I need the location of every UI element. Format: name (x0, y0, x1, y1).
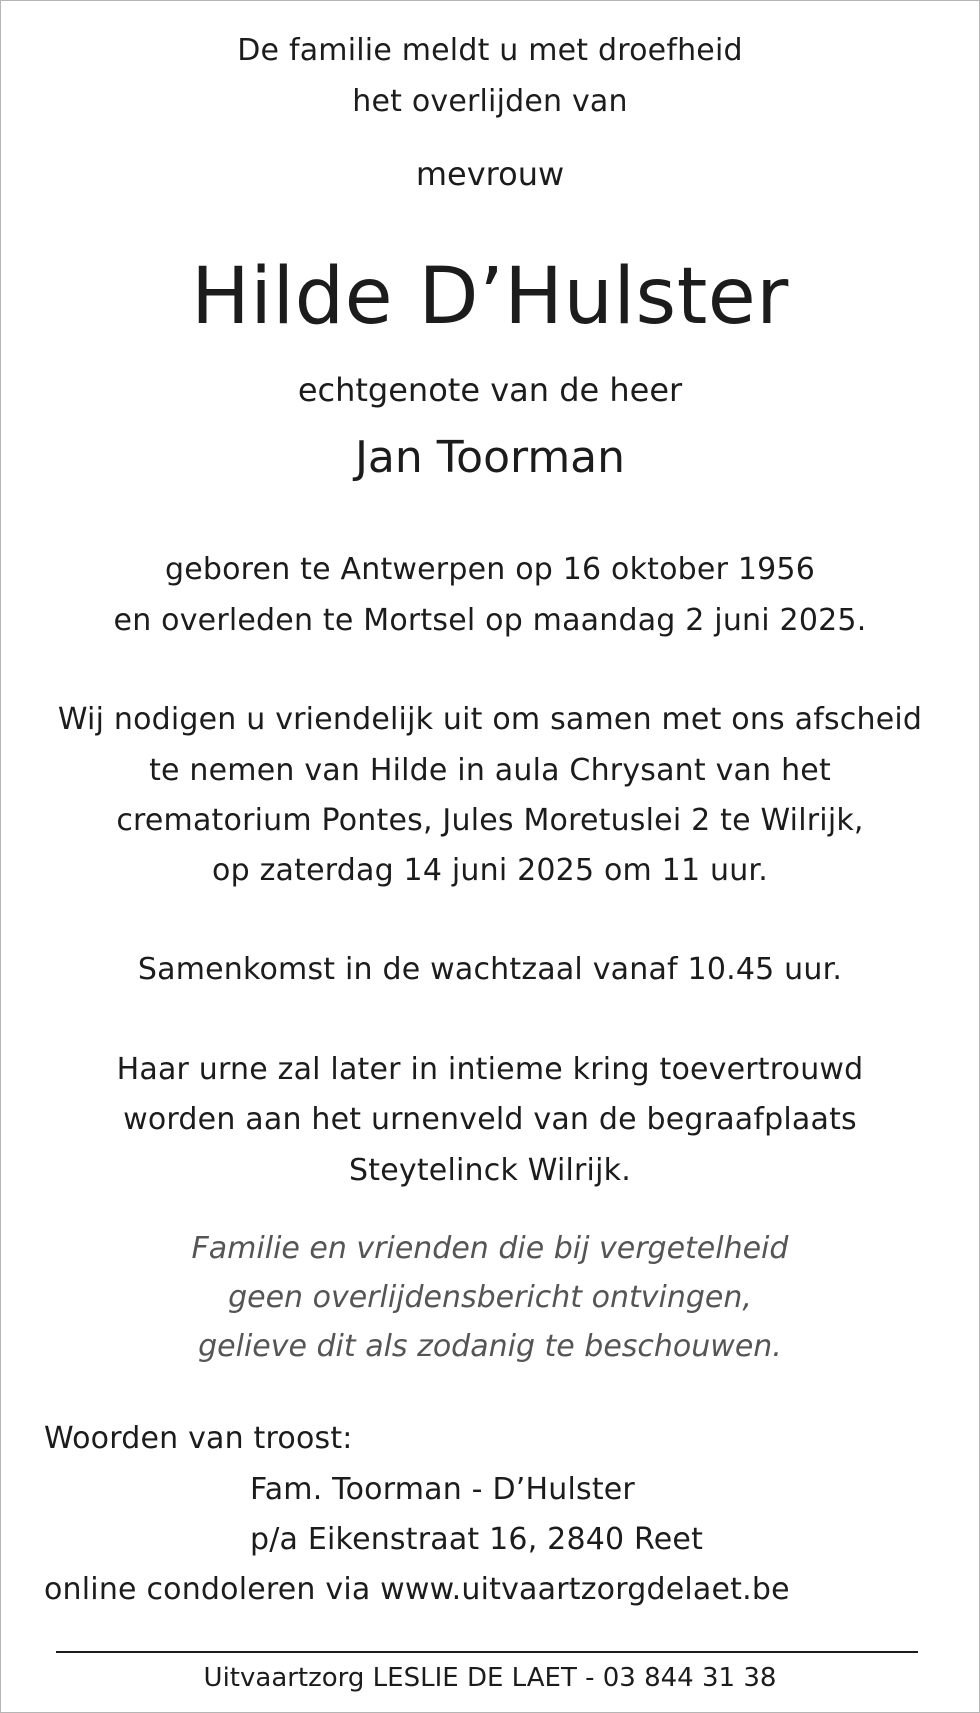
deceased-name: Hilde D’Hulster (191, 252, 789, 342)
died-line: en overleden te Mortsel op maandag 2 juni 2025. (113, 603, 867, 638)
intro-line-1: De familie meldt u met droefheid (237, 33, 743, 68)
urn-line-3: Steytelinck Wilrijk. (349, 1153, 631, 1188)
footer-divider (56, 1651, 918, 1653)
spouse-name: Jan Toorman (354, 432, 626, 483)
condolence-online: online condoleren via www.uitvaartzorgdelaet.be (44, 1572, 790, 1607)
urn-line-1: Haar urne zal later in intieme kring toevertrouwd (116, 1052, 864, 1087)
ceremony-line-4: op zaterdag 14 juni 2025 om 11 uur. (212, 853, 768, 888)
salutation: mevrouw (415, 155, 565, 193)
ceremony-line-3: crematorium Pontes, Jules Moretuslei 2 te Wilrijk, (116, 803, 864, 838)
urn-line-2: worden aan het urnenveld van de begraafplaats (123, 1102, 857, 1137)
condolence-label: Woorden van troost: (44, 1421, 353, 1456)
spouse-relation: echtgenote van de heer (297, 371, 683, 409)
intro-line-2: het overlijden van (352, 84, 628, 119)
condolence-address: p/a Eikenstraat 16, 2840 Reet (250, 1522, 704, 1557)
ceremony-line-1: Wij nodigen u vriendelijk uit om samen met ons afscheid (57, 702, 923, 737)
gathering-line: Samenkomst in de wachtzaal vanaf 10.45 uur. (137, 952, 843, 987)
footer-funeral-home: Uitvaartzorg LESLIE DE LAET - 03 844 31 38 (203, 1663, 777, 1693)
notice-line-3: gelieve dit als zodanig te beschouwen. (198, 1329, 782, 1364)
born-line: geboren te Antwerpen op 16 oktober 1956 (164, 552, 816, 587)
condolence-family: Fam. Toorman - D’Hulster (250, 1472, 635, 1507)
ceremony-line-2: te nemen van Hilde in aula Chrysant van het (149, 753, 831, 788)
notice-line-1: Familie en vrienden die bij vergetelheid (191, 1231, 789, 1266)
notice-line-2: geen overlijdensbericht ontvingen, (228, 1280, 752, 1315)
